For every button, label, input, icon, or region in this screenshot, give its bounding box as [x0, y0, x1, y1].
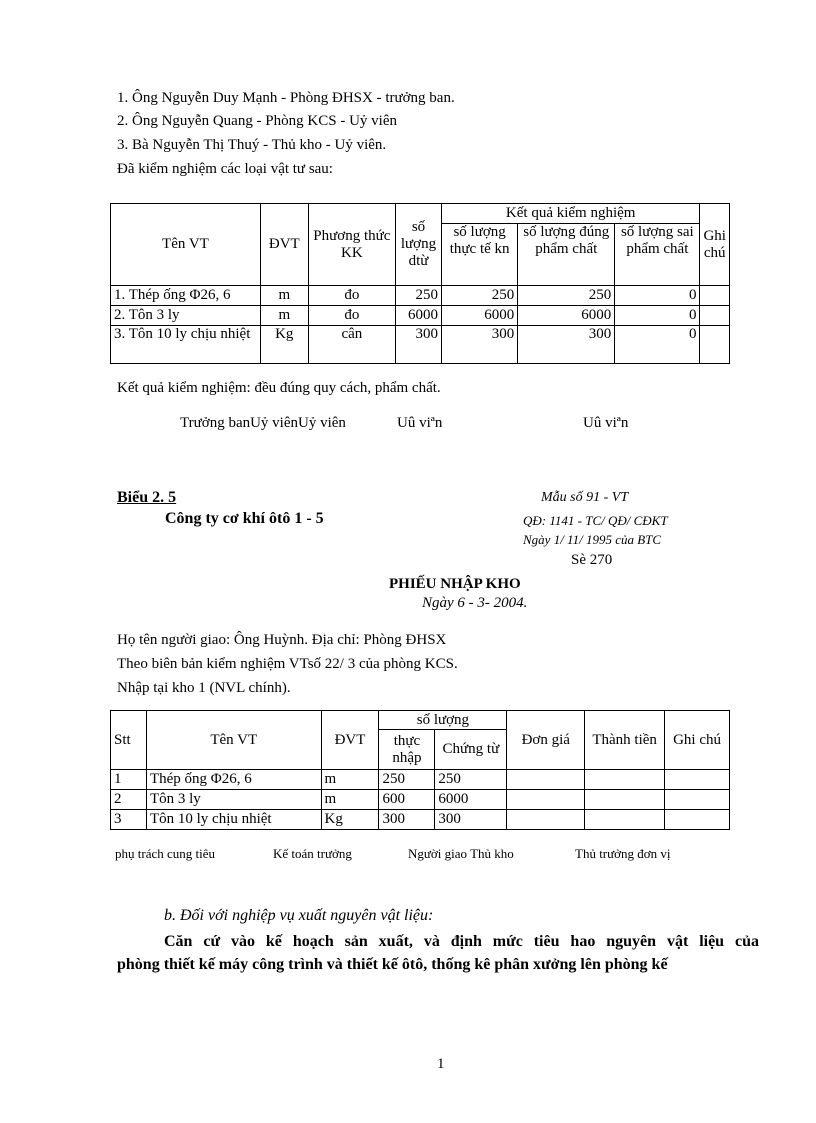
- cell-actual: 250: [379, 770, 435, 790]
- cell-name: 1. Thép ống Φ26, 6: [111, 286, 261, 306]
- cell-price: [507, 790, 585, 810]
- member-line-2: 2. Ông Nguyễn Quang - Phòng KCS - Uỷ viên: [117, 113, 397, 129]
- cell-price: [507, 810, 585, 830]
- cell-method: cân: [308, 326, 395, 364]
- table-row: [111, 286, 730, 306]
- signer-supply: phụ trách cung tiêu: [115, 846, 215, 861]
- cell-unit: m: [321, 770, 379, 790]
- header-dvt: ĐVT: [260, 204, 308, 286]
- info-warehouse: Nhập tại kho 1 (NVL chính).: [117, 680, 291, 696]
- header-sai-pham-chat: số lượng sai phẩm chất: [615, 224, 700, 286]
- header-thanh-tien: Thành tiền: [585, 711, 665, 770]
- header-don-gia: Đơn giá: [507, 711, 585, 770]
- cell-qty: 6000: [396, 306, 442, 326]
- header-thuc-nhap: thực nhập: [379, 730, 435, 770]
- cell-ok: 250: [518, 286, 615, 306]
- cell-qty: 300: [396, 326, 442, 364]
- cell-amount: [585, 810, 665, 830]
- cell-name: Tôn 10 ly chịu nhiệt: [146, 810, 321, 830]
- bieu-label: Biểu 2. 5: [117, 489, 177, 506]
- cell-unit: Kg: [260, 326, 308, 364]
- header-stt: Stt: [111, 711, 147, 770]
- cell-amount: [585, 770, 665, 790]
- cell-note: [665, 810, 730, 830]
- cell-price: [507, 770, 585, 790]
- cell-note: [700, 306, 730, 326]
- signer-accountant: Kế toán trưởng: [273, 846, 352, 861]
- header-ten-vt: Tên VT: [111, 204, 261, 286]
- cell-actual: 6000: [441, 306, 517, 326]
- table-row: [111, 306, 730, 326]
- decision-ref: QĐ: 1141 - TC/ QĐ/ CĐKT: [523, 513, 668, 528]
- receipt-table: [110, 710, 730, 830]
- result-text: Kết quả kiểm nghiệm: đều đúng quy cách, phẩm chất.: [117, 380, 441, 396]
- cell-stt: 1: [111, 770, 147, 790]
- cell-doc: 6000: [435, 790, 507, 810]
- receipt-number: Sè 270: [571, 552, 613, 568]
- table-row: [111, 810, 730, 830]
- header-dvt: ĐVT: [321, 711, 379, 770]
- cell-note: [700, 326, 730, 364]
- cell-method: đo: [308, 286, 395, 306]
- section-b-line-1: Căn cứ vào kế hoạch sản xuất, và định mức tiêu hao nguyên vật liệu của: [164, 933, 759, 950]
- cell-name: Tôn 3 ly: [146, 790, 321, 810]
- cell-actual: 250: [441, 286, 517, 306]
- company-name: Công ty cơ khí ôtô 1 - 5: [165, 510, 324, 527]
- header-ten-vt: Tên VT: [146, 711, 321, 770]
- form-date: Ngày 6 - 3- 2004.: [422, 595, 528, 611]
- header-ket-qua: Kết quả kiểm nghiệm: [441, 204, 699, 224]
- inspection-table: [110, 203, 730, 364]
- header-phuong-thuc: Phương thức KK: [308, 204, 395, 286]
- cell-bad: 0: [615, 286, 700, 306]
- cell-note: [665, 770, 730, 790]
- header-thuc-te: số lượng thực tế kn: [441, 224, 517, 286]
- cell-ok: 300: [518, 326, 615, 364]
- cell-qty: 250: [396, 286, 442, 306]
- cell-method: đo: [308, 306, 395, 326]
- signer-deliverer-keeper: Người giao Thủ kho: [408, 846, 514, 861]
- info-reference: Theo biên bản kiểm nghiệm VTsố 22/ 3 của phòng KCS.: [117, 656, 458, 672]
- inspected-intro: Đã kiểm nghiệm các loại vật tư sau:: [117, 161, 333, 177]
- cell-doc: 250: [435, 770, 507, 790]
- table-row: [111, 326, 730, 364]
- decision-date: Ngày 1/ 11/ 1995 của BTC: [523, 532, 662, 547]
- info-deliverer: Họ tên người giao: Ông Huỳnh. Địa chỉ: Phòng ĐHSX: [117, 632, 447, 648]
- cell-actual: 300: [379, 810, 435, 830]
- signer-member-a: Uû viªn: [397, 415, 443, 431]
- section-b-line-2: phòng thiết kế máy công trình và thiết kế ôtô, thống kê phân xưởng lên phòng kế: [117, 956, 668, 973]
- form-title: PHIẾU NHẬP KHO: [389, 576, 521, 592]
- cell-actual: 300: [441, 326, 517, 364]
- signer-chief: Trưởng banUỷ viênUỷ viên: [180, 415, 346, 431]
- cell-unit: m: [260, 286, 308, 306]
- header-so-luong-dtu: số lượng dtừ: [396, 204, 442, 286]
- cell-actual: 600: [379, 790, 435, 810]
- header-ghi-chu: Ghi chú: [700, 204, 730, 286]
- cell-note: [665, 790, 730, 810]
- cell-name: Thép ống Φ26, 6: [146, 770, 321, 790]
- cell-bad: 0: [615, 326, 700, 364]
- member-line-1: 1. Ông Nguyễn Duy Mạnh - Phòng ĐHSX - trưởng ban.: [117, 90, 455, 106]
- header-dung-pham-chat: số lượng đúng phẩm chất: [518, 224, 615, 286]
- form-number: Mẫu số 91 - VT: [541, 490, 629, 505]
- signer-member-b: Uû viªn: [583, 415, 629, 431]
- cell-doc: 300: [435, 810, 507, 830]
- cell-stt: 2: [111, 790, 147, 810]
- table-row: [111, 790, 730, 810]
- section-b-heading: b. Đối với nghiệp vụ xuất nguyên vật liệu:: [164, 907, 434, 924]
- page-number: 1: [437, 1056, 445, 1072]
- cell-name: 3. Tôn 10 ly chịu nhiệt: [111, 326, 261, 364]
- signer-head: Thủ trưởng đơn vị: [575, 846, 671, 861]
- member-line-3: 3. Bà Nguyễn Thị Thuý - Thủ kho - Uỷ viên.: [117, 137, 387, 153]
- header-chung-tu: Chứng từ: [435, 730, 507, 770]
- header-so-luong: số lượng: [379, 711, 507, 730]
- cell-unit: Kg: [321, 810, 379, 830]
- cell-bad: 0: [615, 306, 700, 326]
- cell-amount: [585, 790, 665, 810]
- cell-note: [700, 286, 730, 306]
- cell-ok: 6000: [518, 306, 615, 326]
- header-ghi-chu: Ghi chú: [665, 711, 730, 770]
- cell-name: 2. Tôn 3 ly: [111, 306, 261, 326]
- cell-unit: m: [321, 790, 379, 810]
- cell-stt: 3: [111, 810, 147, 830]
- table-row: [111, 770, 730, 790]
- cell-unit: m: [260, 306, 308, 326]
